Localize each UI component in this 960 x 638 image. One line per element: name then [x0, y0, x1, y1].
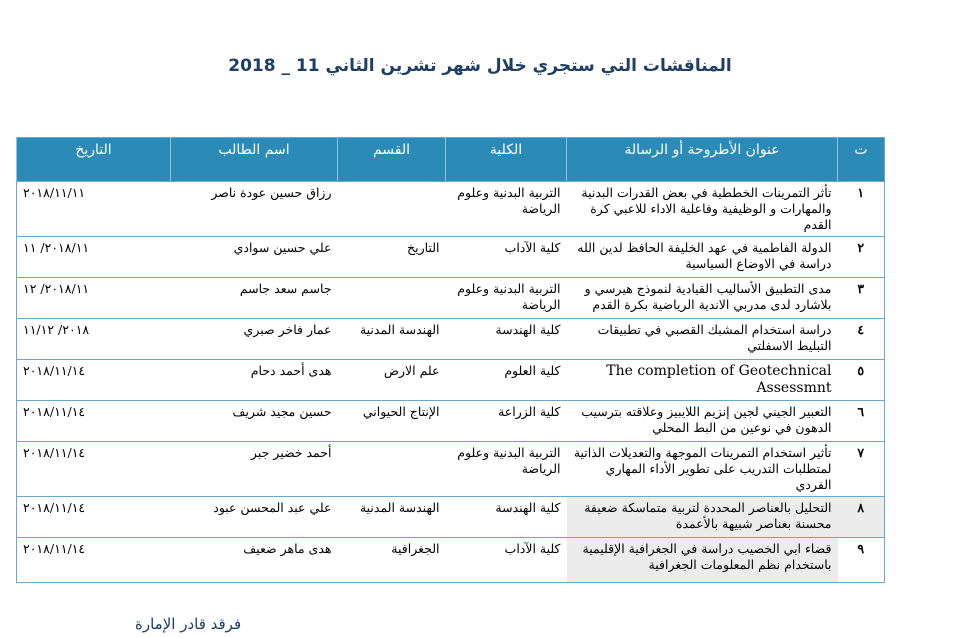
row-number: ٨	[838, 497, 885, 538]
row-number: ٣	[838, 278, 885, 319]
department: علم الارض	[338, 360, 446, 401]
thesis-title: مدى التطبيق الأساليب القيادية لنموذج هيرسي و بلاشارد لدى مدربي الاندية الرياضية بكرة القدم	[567, 278, 838, 319]
college: كلية الآداب	[446, 237, 567, 278]
college: كلية الزراعة	[446, 401, 567, 442]
thesis-title: قضاء ابي الخصيب دراسة في الجغرافية الإقليمية باستخدام نظم المعلومات الجغرافية	[567, 538, 838, 583]
college: التربية البدنية وعلوم الرياضة	[446, 442, 567, 497]
row-number: ٤	[838, 319, 885, 360]
department: الإنتاج الحيواني	[338, 401, 446, 442]
signature: فرقد قادر الإمارة	[135, 615, 242, 633]
defense-date: ٢٠١٨/١١/١١	[17, 182, 171, 237]
department	[338, 182, 446, 237]
defense-date: ٢٠١٨/١١/١٤	[17, 497, 171, 538]
table-row	[17, 401, 885, 442]
thesis-title: The completion of Geotechnical Assessmnt	[567, 360, 838, 401]
defense-date: ٢٠١٨/١١/ ١٢	[17, 278, 171, 319]
header-thesis: عنوان الأطروحة أو الرسالة	[567, 138, 838, 182]
thesis-title: دراسة استخدام المشبك القصبي في تطبيقات التبليط الاسفلتي	[567, 319, 838, 360]
student-name: حسين مجيد شريف	[171, 401, 338, 442]
table-row	[17, 538, 885, 583]
page-title: المناقشات التي ستجري خلال شهر تشرين الثاني 11 _ 2018	[228, 56, 732, 76]
department: الهندسة المدنية	[338, 497, 446, 538]
row-number: ١	[838, 182, 885, 237]
defense-date: ٢٠١٨/١١/١٤	[17, 442, 171, 497]
department	[338, 442, 446, 497]
college: التربية البدنية وعلوم الرياضة	[446, 182, 567, 237]
college: كلية الهندسة	[446, 319, 567, 360]
table-row	[17, 442, 885, 497]
defense-schedule-table	[16, 137, 885, 583]
defense-date: ٢٠١٨/١١/١٤	[17, 538, 171, 583]
department	[338, 278, 446, 319]
table-row	[17, 360, 885, 401]
thesis-title: الدولة الفاطمية في عهد الخليفة الحافظ لدين الله دراسة في الاوضاع السياسية	[567, 237, 838, 278]
college: التربية البدنية وعلوم الرياضة	[446, 278, 567, 319]
defense-date: ٢٠١٨/١١/ ١١	[17, 237, 171, 278]
row-number: ٥	[838, 360, 885, 401]
table-header-row	[17, 138, 885, 182]
student-name: هدى أحمد دحام	[171, 360, 338, 401]
college: كلية الهندسة	[446, 497, 567, 538]
header-no: ت	[838, 138, 885, 182]
header-college: الكلية	[446, 138, 567, 182]
table-row	[17, 319, 885, 360]
student-name: رزاق حسين عودة ناصر	[171, 182, 338, 237]
table-row	[17, 497, 885, 538]
department: الهندسة المدنية	[338, 319, 446, 360]
row-number: ٢	[838, 237, 885, 278]
header-date: التاريخ	[17, 138, 171, 182]
defense-date: ٢٠١٨/١١/١٤	[17, 401, 171, 442]
table-row	[17, 182, 885, 237]
thesis-title: تأثير استخدام التمرينات الموجهة والتعديلات الذاتية لمتطلبات التدريب على تطوير الأداء المهاري الفردي	[567, 442, 838, 497]
defense-date: ٢٠١٨/١١/١٤	[17, 360, 171, 401]
row-number: ٧	[838, 442, 885, 497]
row-number: ٦	[838, 401, 885, 442]
department: التاريخ	[338, 237, 446, 278]
college: كلية الآداب	[446, 538, 567, 583]
student-name: أحمد خضير جبر	[171, 442, 338, 497]
thesis-title: التحليل بالعناصر المحددة لتربية متماسكة ضعيفة محسنة بعناصر شبيهة بالأعمدة	[567, 497, 838, 538]
table-row	[17, 278, 885, 319]
row-number: ٩	[838, 538, 885, 583]
student-name: علي حسين سوادي	[171, 237, 338, 278]
header-student: اسم الطالب	[171, 138, 338, 182]
header-department: القسم	[338, 138, 446, 182]
student-name: علي عبد المحسن عبود	[171, 497, 338, 538]
department: الجغرافية	[338, 538, 446, 583]
student-name: جاسم سعد جاسم	[171, 278, 338, 319]
thesis-title: تأثر التمرينات الخططية في بعض القدرات البدنية والمهارات و الوظيفية وفاعلية الاداء للاعبي كرة القدم	[567, 182, 838, 237]
student-name: هدى ماهر ضعيف	[171, 538, 338, 583]
defense-date: ٢٠١٨/ ١١/١٢	[17, 319, 171, 360]
table-row	[17, 237, 885, 278]
college: كلية العلوم	[446, 360, 567, 401]
thesis-title: التعبير الجيني لجين إنزيم اللايبيز وعلاقته بترسيب الدهون في نوعين من البط المحلي	[567, 401, 838, 442]
student-name: عمار فاخر صبري	[171, 319, 338, 360]
